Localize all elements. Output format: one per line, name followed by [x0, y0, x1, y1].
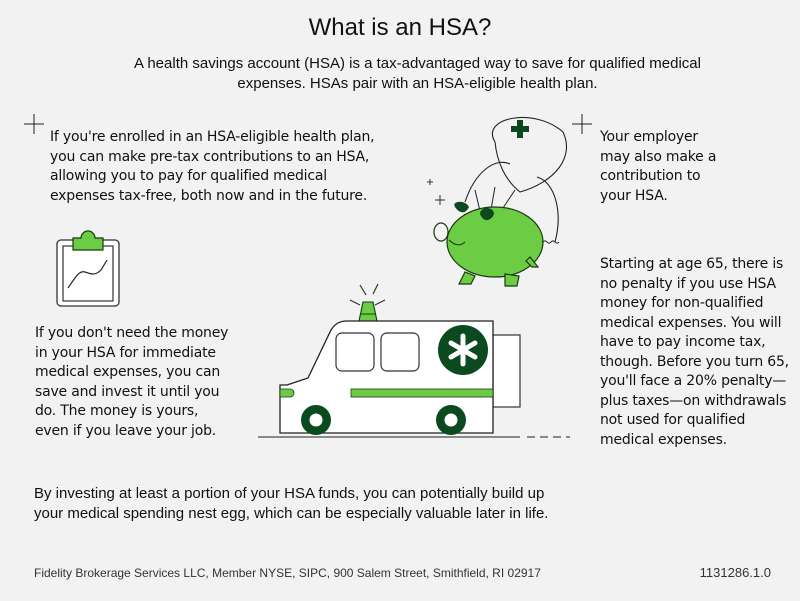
footer-code: 1131286.1.0	[699, 565, 771, 580]
plus-marker-icon	[24, 114, 44, 134]
plus-marker-icon	[572, 114, 592, 134]
clipboard-chart-icon	[55, 230, 125, 310]
pre-tax-text: If you're enrolled in an HSA-eligible health plan, you can make pre-tax contributions to an HSA, allowing you to pay for qualified medical expenses tax-free, both now and in the future.	[50, 129, 375, 204]
nest-egg-text: By investing at least a portion of your HSA funds, you can potentially build up your medical spending nest egg, which can be especially valuable later in life.	[34, 485, 549, 522]
ambulance-icon	[255, 278, 575, 443]
employer-contribution-text: Your employer may also make a contribution to your HSA.	[600, 129, 717, 204]
piggy-bank-balloon-icon	[425, 112, 575, 292]
footer-disclosure: Fidelity Brokerage Services LLC, Member NYSE, SIPC, 900 Salem Street, Smithfield, RI 02917	[34, 566, 541, 580]
age-65-text: Starting at age 65, there is no penalty if you use HSA money for non-qualified medical expenses. You will have to pay income tax, though. Before you turn 65, you'll face a 20% penalty—plus taxes—on withdrawals not used for qualified medical expenses.	[600, 256, 789, 448]
save-invest-text: If you don't need the money in your HSA for immediate medical expenses, you can save and invest it until you do. The money is yours, even if you leave your job.	[35, 325, 229, 439]
page-subtitle: A health savings account (HSA) is a tax-advantaged way to save for qualified medical expenses. HSAs pair with an HSA-eligible health plan.	[134, 55, 701, 92]
page-title: What is an HSA?	[308, 14, 492, 41]
